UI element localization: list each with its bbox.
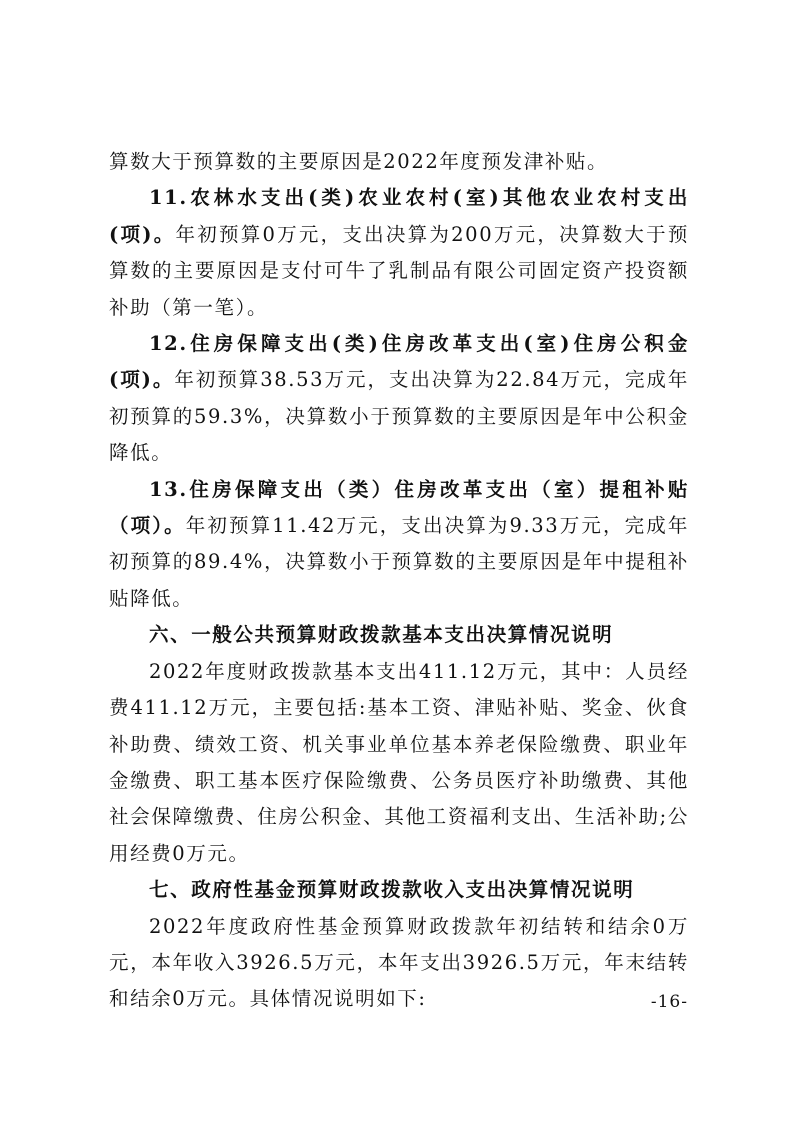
section-heading-7: 七、政府性基金预算财政拨款收入支出决算情况说明 <box>149 878 635 902</box>
paragraph-fund-budget <box>109 909 689 1018</box>
section-heading-6: 六、一般公共预算财政拨款基本支出决算情况说明 <box>149 623 614 647</box>
paragraph-text: 2022年度财政拨款基本支出411.12万元，其中：人员经费411.12万元，主要包括:基本工资、津贴补贴、奖金、伙食补助费、绩效工资、机关事业单位基本养老保险缴费、职业年金缴费、职工基本医疗保险缴费、公务员医疗补助缴费、其他社会保障缴费、住房公积金、其他工资福利支出、生活补助;公用经费0万元。 <box>109 659 689 865</box>
item-heading: 13.住房保障支出（类）住房改革支出（室）提租补贴（项）。 <box>109 477 689 538</box>
page-number: -16- <box>650 992 688 1012</box>
item-heading: 11.农林水支出(类)农业农村(室)其他农业农村支出(项)。 <box>109 186 689 246</box>
paragraph-text: 年初预算38.53万元，支出决算为22.84万元，完成年初预算的59.3%，决算数小于预算数的主要原因是年中公积金降低。 <box>109 368 690 465</box>
paragraph-continuation <box>109 144 689 180</box>
paragraph-item-13 <box>109 472 689 618</box>
paragraph-item-12 <box>109 326 689 472</box>
paragraph-text: 年初预算11.42万元，支出决算为9.33万元，完成年初预算的89.4%，决算数小于预算数的主要原因是年中提租补贴降低。 <box>109 514 689 610</box>
paragraph-text: 2022年度政府性基金预算财政拨款年初结转和结余0万元，本年收入3926.5万元，本年支出3926.5万元，年末结转和结余0万元。具体情况说明如下: <box>109 914 689 1011</box>
paragraph-item-11 <box>109 180 689 326</box>
paragraph-basic-expenditure <box>109 654 689 872</box>
document-body <box>109 144 689 1018</box>
paragraph-text: 年初预算0万元，支出决算为200万元，决算数大于预算数的主要原因是支付可牛了乳制品有限公司固定资产投资额补助（第一笔）。 <box>109 222 689 319</box>
paragraph-text: 算数大于预算数的主要原因是2022年度预发津补贴。 <box>109 150 609 173</box>
item-heading: 12.住房保障支出(类)住房改革支出(室)住房公积金(项)。 <box>109 332 689 392</box>
